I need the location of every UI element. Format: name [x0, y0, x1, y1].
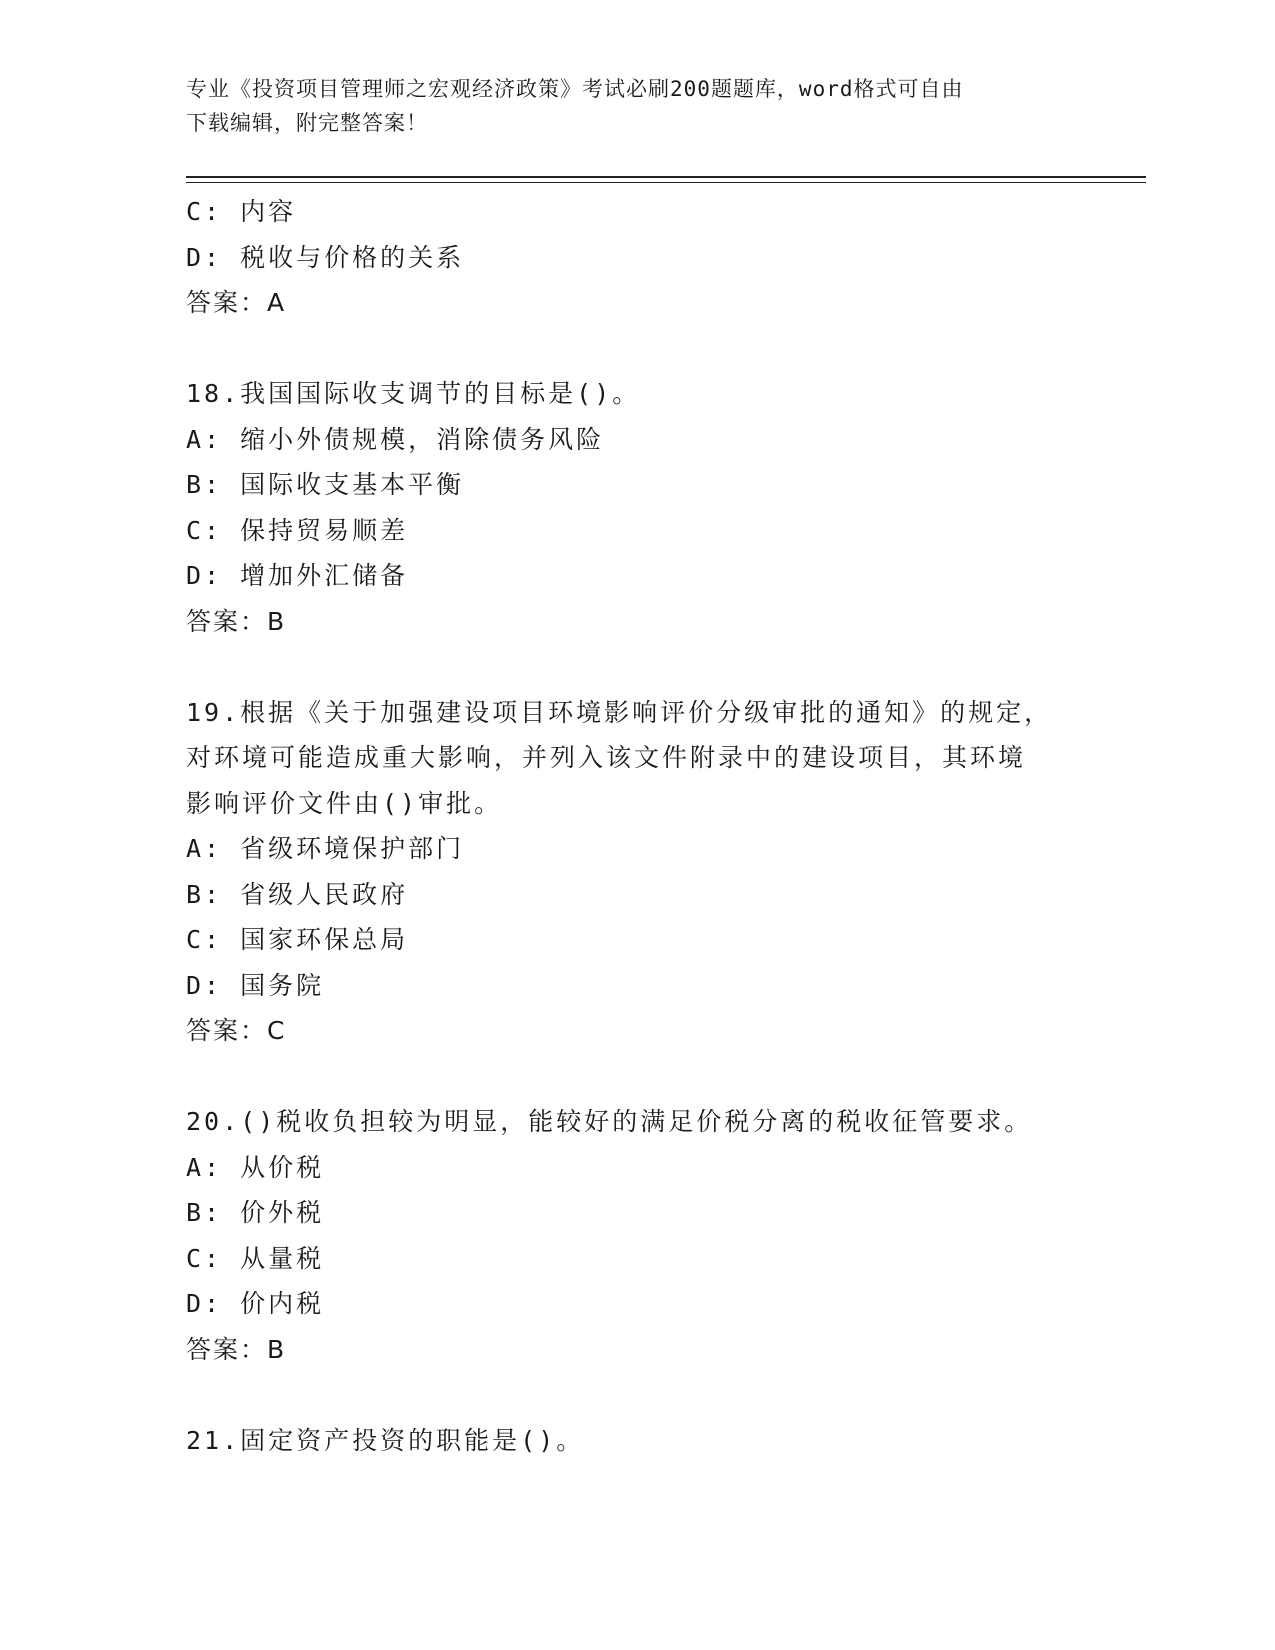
question-21: [186, 1418, 1066, 1464]
header-divider-thick: [186, 176, 1146, 178]
question-stem: 18.我国国际收支调节的目标是()。: [186, 379, 641, 408]
option-c: C: 内容: [186, 197, 297, 226]
option-c: C: 保持贸易顺差: [186, 515, 409, 545]
option-a: A: 缩小外债规模，消除债务风险: [186, 424, 605, 454]
header-line-2: 下载编辑，附完整答案！: [186, 111, 428, 135]
option-c: C: 国家环保总局: [186, 925, 409, 954]
question-stem: 21.固定资产投资的职能是()。: [186, 1425, 585, 1455]
option-b: B: 国际收支基本平衡: [186, 470, 465, 499]
option-a: A: 省级环境保护部门: [186, 834, 465, 863]
option-d: D: 增加外汇储备: [186, 561, 409, 590]
document-header: [186, 72, 1066, 140]
header-line-1: 专业《投资项目管理师之宏观经济政策》考试必刷200题题库，word格式可自由: [186, 77, 964, 101]
question-20: [186, 1099, 1066, 1372]
answer: 答案：C: [186, 1016, 287, 1045]
answer: 答案：B: [186, 606, 287, 636]
question-17-tail: [186, 189, 1066, 326]
question-stem-line-2: 对环境可能造成重大影响，并列入该文件附录中的建设项目，其环境: [186, 743, 1027, 772]
option-b: B: 价外税: [186, 1198, 325, 1227]
question-list: [186, 189, 1066, 1463]
header-divider-thin: [186, 182, 1146, 183]
answer: 答案：A: [186, 288, 287, 317]
question-19: [186, 690, 1066, 1054]
question-stem-line-1: 19.根据《关于加强建设项目环境影响评价分级审批的通知》的规定，: [186, 697, 1053, 727]
option-b: B: 省级人民政府: [186, 879, 409, 909]
question-stem-line-3: 影响评价文件由()审批。: [186, 788, 503, 818]
option-a: A: 从价税: [186, 1152, 325, 1182]
question-stem: 20.()税收负担较为明显，能较好的满足价税分离的税收征管要求。: [186, 1107, 1033, 1136]
option-d: D: 价内税: [186, 1289, 325, 1318]
question-18: [186, 371, 1066, 644]
option-d: D: 国务院: [186, 970, 325, 1000]
option-c: C: 从量税: [186, 1243, 325, 1273]
option-d: D: 税收与价格的关系: [186, 242, 465, 272]
answer: 答案：B: [186, 1334, 287, 1364]
